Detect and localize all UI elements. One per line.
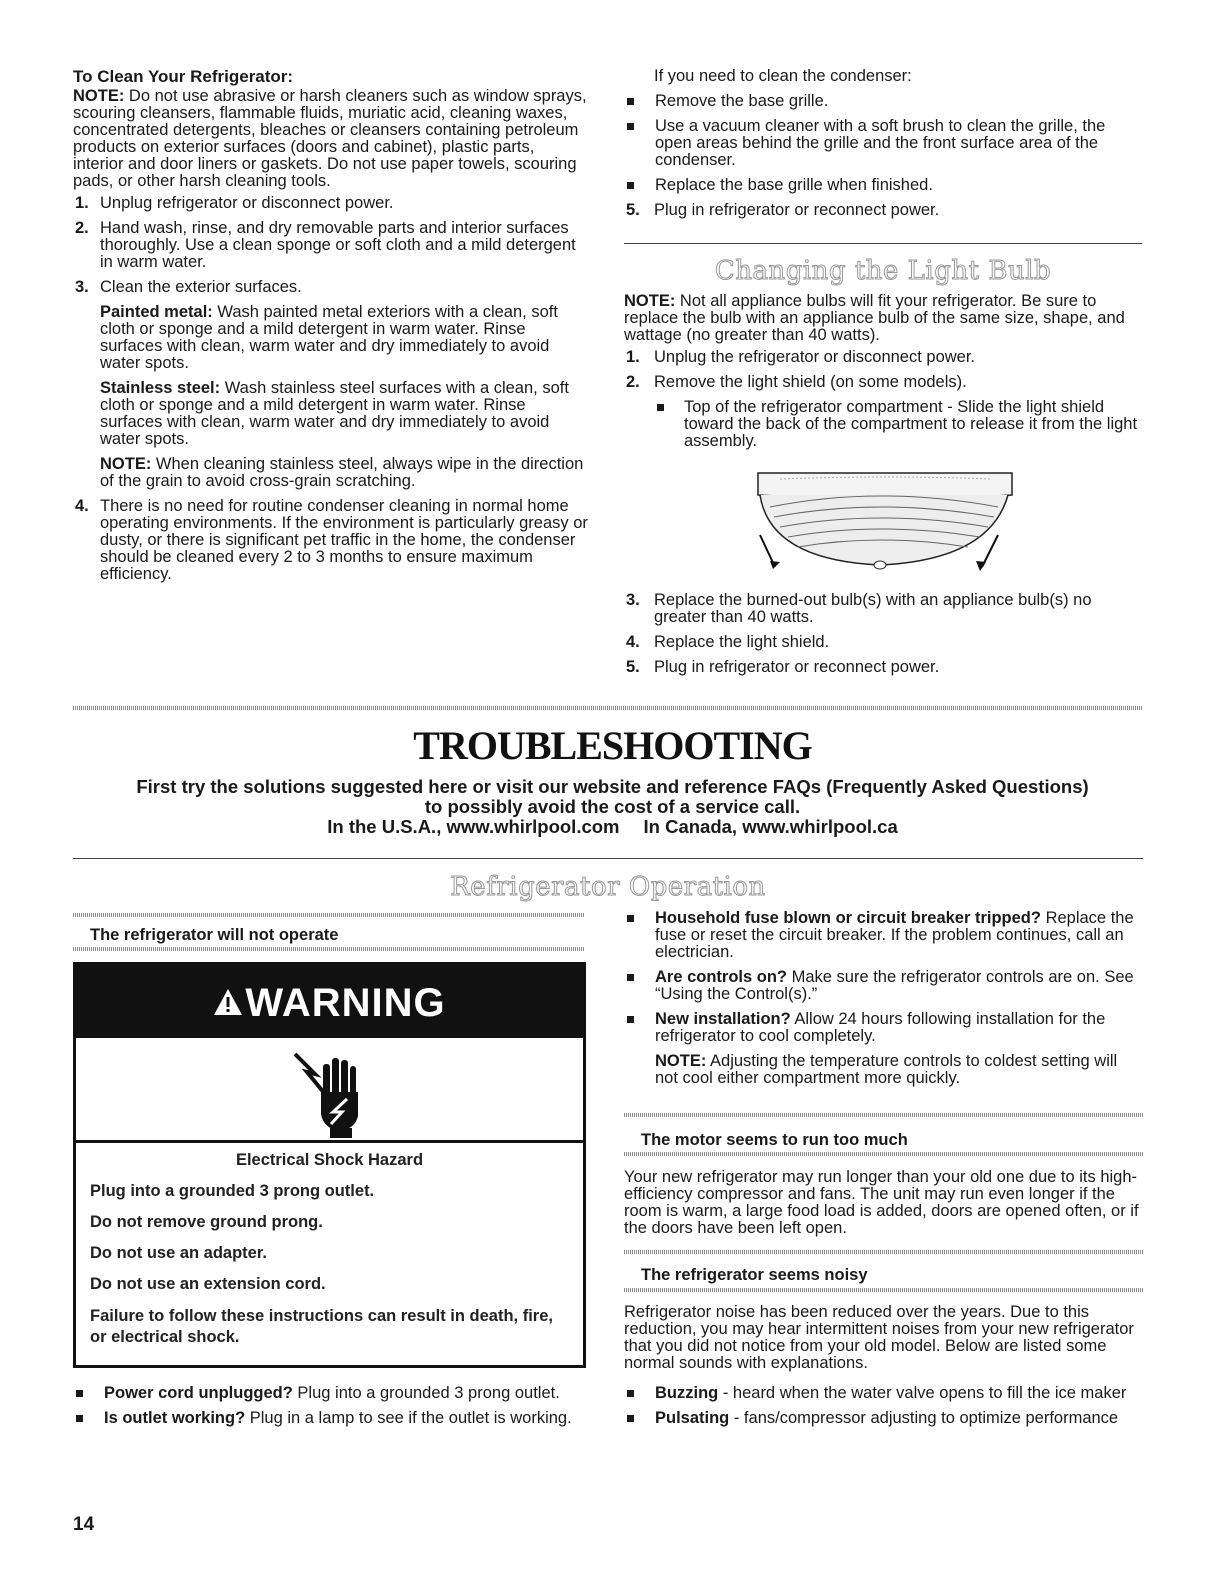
warning-header (76, 965, 583, 1038)
stainless-note: NOTE: When cleaning stainless steel, always wipe in the direction of the grain to avoid cross-grain scratching. (100, 455, 584, 490)
warning-word: WARNING (245, 980, 446, 1025)
troubleshooting-title: TROUBLESHOOTING (413, 723, 812, 768)
list-item: 1. Unplug the refrigerator or disconnect power. (626, 348, 976, 366)
shock-hazard-icon (76, 1038, 583, 1143)
hatch-divider (624, 1250, 1144, 1254)
warning-line: Do not use an adapter. (90, 1244, 267, 1262)
list-item: Top of the refrigerator compartment - Slide the light shield toward the back of the compartment to release it from the light assembly. (654, 399, 1144, 450)
warning-box (73, 962, 586, 1368)
warning-line: Failure to follow these instructions can result in death, fire, or electrical shock. (90, 1307, 553, 1346)
list-item: 4. There is no need for routine condenser cleaning in normal home operating environments. If the environment is particularly greasy or dusty, or there is significant pet traffic in the home, the condenser should be cleaned every 2 to 3 months to ensure maximum efficiency. (75, 497, 588, 583)
bulb-steps (624, 349, 1144, 450)
motor-heading: The motor seems to run too much (641, 1131, 908, 1149)
divider (624, 243, 1142, 244)
condenser-intro: If you need to clean the condenser: (654, 67, 912, 85)
bulb-section (624, 293, 1144, 458)
list-item: 4. Replace the light shield. (626, 633, 830, 651)
canada-website: In Canada, www.whirlpool.ca (643, 816, 898, 837)
hatch-divider (624, 1288, 1144, 1292)
clean-note: NOTE: Do not use abrasive or harsh cleaners such as window sprays, scouring cleansers, flammable fluids, muriatic acid, cleaning waxes, concentrated detergents, bleaches or cleansers containing petroleum products on exterior surfaces (doors and cabinet), plastic parts, interior and door liners or gaskets. Do not use paper towels, scouring pads, or other harsh cleaning tools. (73, 87, 587, 190)
motor-text: Your new refrigerator may run longer than your old one due to its high-efficiency compressor and fans. The unit may run even longer if the room is warm, a large food load is added, doors are opened often, or if the doors have been left open. (624, 1168, 1139, 1237)
list-item: 5. Plug in refrigerator or reconnect power. (626, 658, 940, 676)
condenser-section (624, 68, 1144, 227)
install-note: NOTE: Adjusting the temperature controls to coldest setting will not cool either compartment more quickly. (655, 1052, 1118, 1087)
hazard-title: Electrical Shock Hazard (235, 1151, 424, 1169)
warning-triangle-icon (213, 967, 243, 1040)
stainless-steel-text: Stainless steel: Wash stainless steel surfaces with a clean, soft cloth or sponge and a mild detergent in warm water. Rinse surfaces with clean, warm water and dry immediately to avoid water spots. (100, 379, 569, 448)
light-shield-illustration (740, 465, 1020, 580)
noisy-bullets (624, 1385, 1144, 1435)
hatch-divider (624, 1152, 1144, 1156)
list-item: 3. Clean the exterior surfaces. Painted metal: Wash painted metal exteriors with a clean, soft cloth or sponge and a mild detergent in warm water. Rinse surfaces with clean, warm water and dry immediately to avoid water spots. Stainless steel: Wash stainless steel surfaces with a clean, soft cloth or sponge and a mild detergent in warm water. Rinse surfaces with clean, warm water and dry immediately to avoid water spots. NOTE: When cleaning stainless steel, always wipe in the direction of the grain to avoid cross-grain scratching. (73, 279, 588, 490)
bulb-steps-continued (624, 592, 1144, 684)
list-item: Use a vacuum cleaner with a soft brush to clean the grille, the open areas behind the grille and the front surface area of the condenser. (624, 118, 1144, 169)
list-item: Are controls on? Make sure the refrigerator controls are on. See “Using the Control(s).” (624, 969, 1144, 1003)
bulb-note: NOTE: Not all appliance bulbs will fit your refrigerator. Be sure to replace the bulb with an appliance bulb of the same size, shape, and wattage (no greater than 40 watts). (624, 292, 1125, 344)
list-item: 1. Unplug refrigerator or disconnect power. (75, 194, 394, 212)
list-item: Replace the base grille when finished. (624, 177, 1144, 194)
list-item: New installation? Allow 24 hours following installation for the refrigerator to cool completely. NOTE: Adjusting the temperature controls to coldest setting will not cool either compartment more quickly. (624, 1011, 1144, 1087)
not-operate-bullets-left (73, 1385, 593, 1435)
clean-steps (73, 195, 588, 583)
page-number: 14 (73, 1514, 95, 1535)
list-item: Pulsating - fans/compressor adjusting to optimize performance (624, 1410, 1144, 1427)
usa-website: In the U.S.A., www.whirlpool.com (327, 816, 620, 837)
not-operate-bullets-right (624, 910, 1144, 1095)
list-item: Buzzing - heard when the water valve opens to fill the ice maker (624, 1385, 1144, 1402)
list-item: Power cord unplugged? Plug into a grounded 3 prong outlet. (73, 1385, 593, 1402)
painted-metal-text: Painted metal: Wash painted metal exteriors with a clean, soft cloth or sponge and a mild detergent in warm water. Rinse surfaces with clean, warm water and dry immediately to avoid water spots. (100, 303, 558, 372)
list-item: Is outlet working? Plug in a lamp to see if the outlet is working. (73, 1410, 593, 1427)
warning-line: Plug into a grounded 3 prong outlet. (90, 1182, 375, 1200)
list-item: 2. Remove the light shield (on some models). Top of the refrigerator compartment - Slide the light shield toward the back of the compartment to release it from the light assembly. (624, 374, 1144, 450)
hatch-divider (73, 947, 585, 951)
not-operate-heading: The refrigerator will not operate (90, 926, 339, 944)
list-item: Remove the base grille. (624, 93, 1144, 110)
divider (73, 858, 1143, 859)
troubleshooting-intro: First try the solutions suggested here or visit our website and reference FAQs (Frequently Asked Questions) to possibly avoid the cost of a service call. In the U.S.A., www.whirlpool.com In Canada, www.whirlpool.ca (136, 776, 1089, 837)
warning-line: Do not remove ground prong. (90, 1213, 323, 1231)
clean-section (73, 68, 588, 591)
noisy-heading: The refrigerator seems noisy (641, 1266, 868, 1284)
warning-line: Do not use an extension cord. (90, 1275, 326, 1293)
hatch-divider (624, 1113, 1144, 1117)
list-item: Household fuse blown or circuit breaker tripped? Replace the fuse or reset the circuit breaker. If the problem continues, call an electrician. (624, 910, 1144, 961)
list-item: 5. Plug in refrigerator or reconnect power. (626, 201, 940, 219)
hatch-divider (73, 706, 1143, 710)
list-item: 3. Replace the burned-out bulb(s) with an appliance bulb(s) no greater than 40 watts. (626, 591, 1092, 626)
operation-section-title: Refrigerator Operation (450, 872, 766, 902)
hatch-divider (73, 913, 585, 917)
clean-heading: To Clean Your Refrigerator: (73, 67, 294, 86)
bulb-section-title: Changing the Light Bulb (714, 256, 1052, 286)
noisy-text: Refrigerator noise has been reduced over the years. Due to this reduction, you may hear intermittent noises from your new refrigerator that you did not notice from your old model. Below are listed some normal sounds with explanations. (624, 1303, 1134, 1372)
list-item: 2. Hand wash, rinse, and dry removable parts and interior surfaces thoroughly. Use a clean sponge or soft cloth and a mild detergent in warm water. (75, 219, 576, 271)
